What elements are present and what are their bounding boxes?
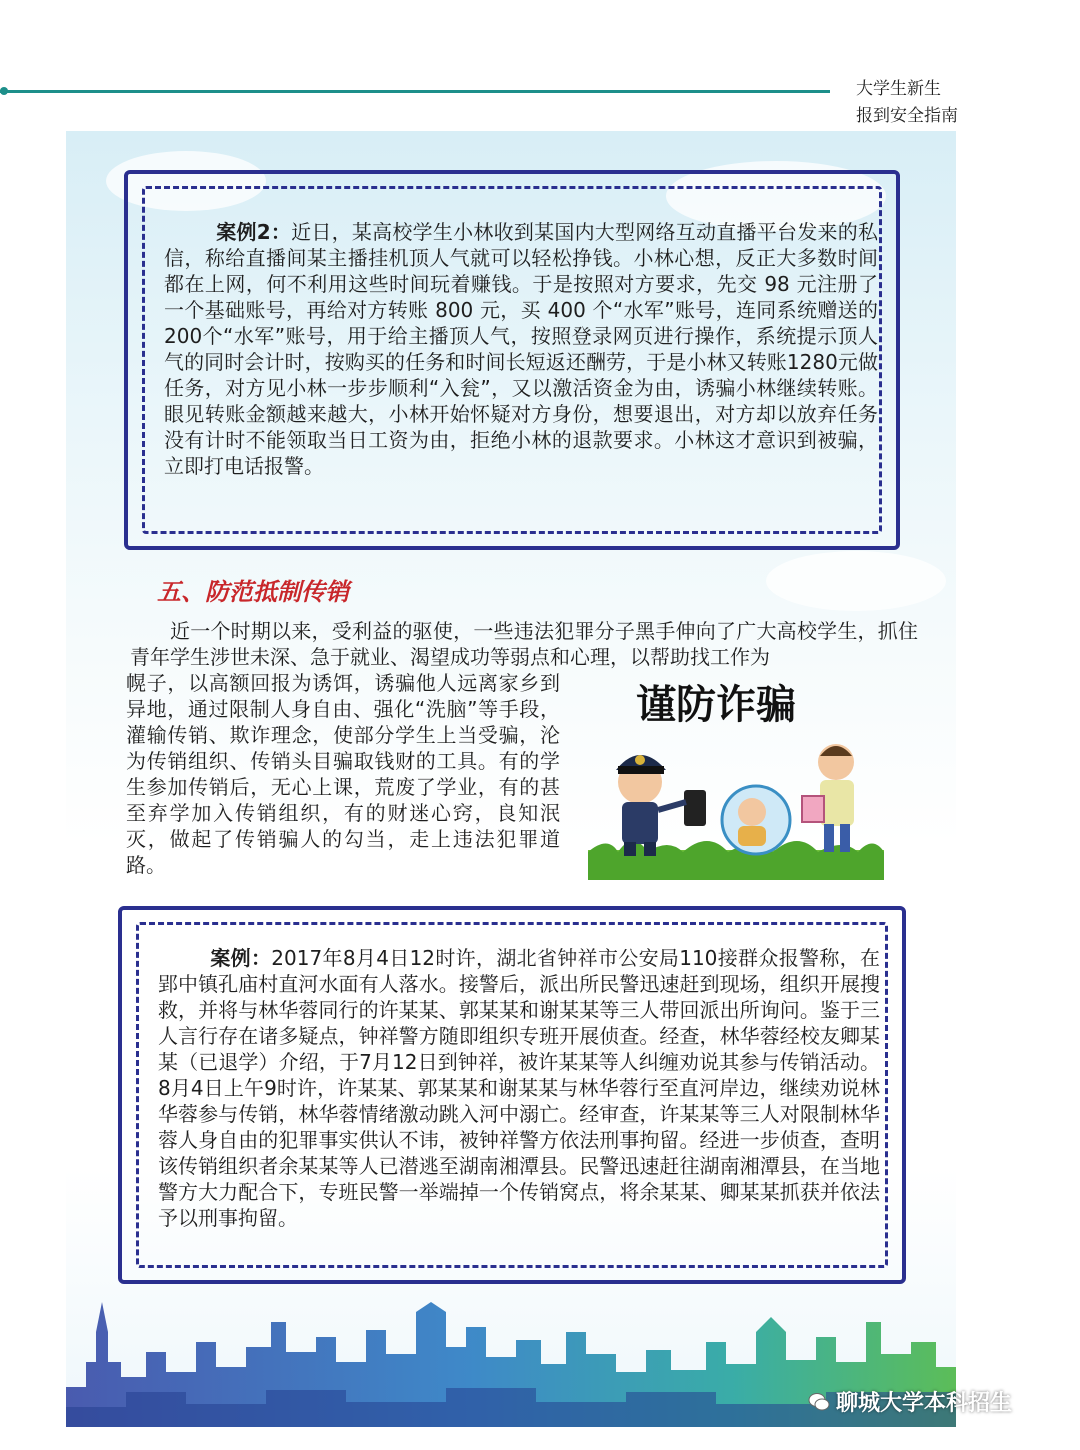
header-title-line2: 报到安全指南 — [856, 106, 958, 126]
case2-label: 案例2： — [216, 220, 292, 244]
case2-text: 近日，某高校学生小林收到某国内大型网络互动直播平台发来的私信，称给直播间某主播挂机顶人气就可以轻松挣钱。小林心想，反正大多数时间都在上网，何不利用这些时间玩着赚钱。于是按照对方要求，先交 98 元注册了一个基础账号，再给对方转账 800 元，买 400 个“水军”账号，连同系统赠送的200个“水军”账号，用于给主播顶人气，按照登录网页进行操作，系统提示顶人气的同时会计时，按购买的任务和时间长短返还酬劳，于是小林又转账1280元做任务，对方见小林一步步顺利“入瓮”，又以激活资金为由，诱骗小林继续转账。眼见转账金额越来越大，小林开始怀疑对方身份，想要退出，对方却以放弃任务没有计时不能领取当日工资为由，拒绝小林的退款要求。小林这才意识到被骗，立即打电话报警。 — [164, 220, 878, 478]
case3-text: 2017年8月4日12时许，湖北省钟祥市公安局110接群众报警称，在郢中镇孔庙村直河水面有人落水。接警后，派出所民警迅速赶到现场，组织开展搜救，并将与林华蓉同行的许某某、郭某某和谢某某等三人带回派出所询问。鉴于三人言行存在诸多疑点，钟祥警方随即组织专班开展侦查。经查，林华蓉经校友卿某某（已退学）介绍，于7月12日到钟祥，被许某某等人纠缠劝说其参与传销活动。8月4日上午9时许，许某某、郭某某和谢某某与林华蓉行至直河岸边，继续劝说林华蓉参与传销，林华蓉情绪激动跳入河中溺亡。经审查，许某某等三人对限制林华蓉人身自由的犯罪事实供认不讳，被钟祥警方依法刑事拘留。经进一步侦查，查明该传销组织者余某某等人已潜逃至湖南湘潭县。民警迅速赶往湖南湘潭县，在当地警方大力配合下，专班民警一举端掉一个传销窝点，将余某某、卿某某抓获并依法予以刑事拘留。 — [158, 946, 880, 1230]
running-header — [856, 76, 1056, 130]
wechat-watermark — [808, 1386, 1012, 1417]
header-title-line1: 大学生新生 — [856, 79, 941, 99]
wechat-icon — [808, 1391, 830, 1413]
case3-paragraph — [158, 945, 880, 1231]
illustration-caption: 谨防诈骗 — [636, 681, 796, 728]
header-rule — [0, 90, 830, 93]
section5-intro-paragraph: 近一个时期以来，受利益的驱使，一些违法犯罪分子黑手伸向了广大高校学生，抓住青年学生涉世未深、急于就业、渴望成功等弱点和心理，以帮助找工作为 — [130, 619, 918, 669]
anti-fraud-illustration — [588, 670, 884, 880]
section5-body-paragraph: 幌子，以高额回报为诱饵，诱骗他人远离家乡到异地，通过限制人身自由、强化“洗脑”等手段，灌输传销、欺诈理念，使部分学生上当受骗，沦为传销组织、传销头目骗取钱财的工具。有的学生参加传销后，无心上课，荒废了学业，有的甚至弃学加入传销组织，有的财迷心窍，良知泯灭，做起了传销骗人的勾当，走上违法犯罪道路。 — [126, 671, 560, 877]
case2-paragraph — [164, 219, 878, 479]
watermark-text: 聊城大学本科招生 — [836, 1391, 1013, 1416]
case3-label: 案例： — [210, 946, 272, 970]
cloud-decoration — [766, 551, 946, 611]
section-heading: 五、防范抵制传销 — [157, 578, 349, 606]
